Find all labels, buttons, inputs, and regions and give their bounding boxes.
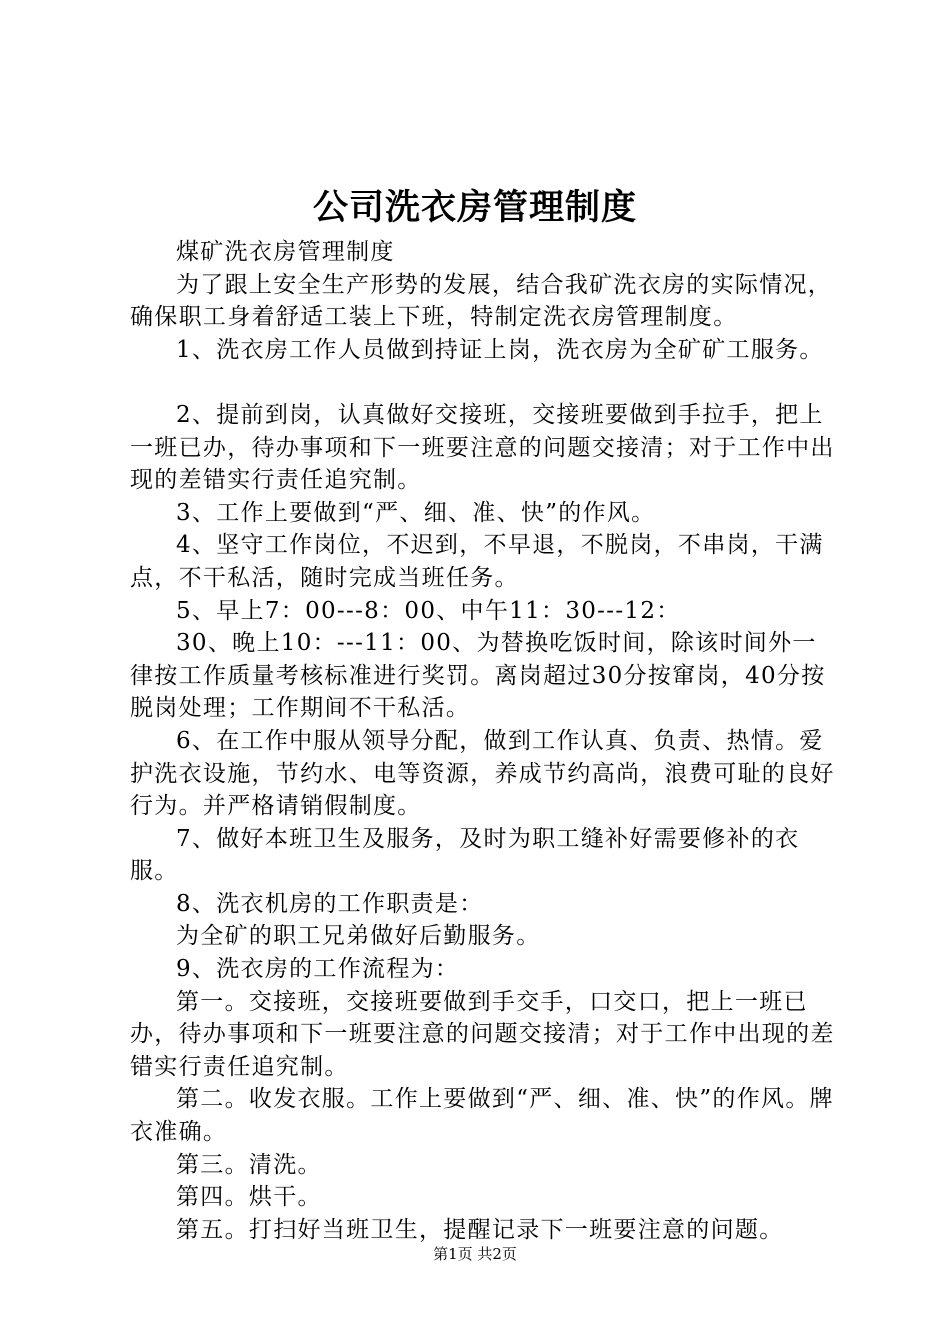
paragraph-blank	[130, 366, 835, 399]
paragraph-step-1: 第一。交接班，交接班要做到手交手，口交口，把上一班已办，待办事项和下一班要注意的问题交接清；对于工作中出现的差错实行责任追究制。	[130, 988, 835, 1080]
paragraph-item-2: 2、提前到岗，认真做好交接班，交接班要做到手拉手，把上一班已办，待办事项和下一班要注意的问题交接清；对于工作中出现的差错实行责任追究制。	[130, 401, 835, 494]
document-title: 公司洗衣房管理制度	[312, 187, 637, 228]
paragraph-item-8: 8、洗衣机房的工作职责是：	[176, 890, 484, 917]
paragraph-item-4: 4、坚守工作岗位，不迟到，不早退，不脱岗，不串岗，干满点，不干私活，随时完成当班任务。	[130, 532, 824, 591]
paragraph-step-5: 第五。打扫好当班卫生，提醒记录下一班要注意的问题。	[176, 1216, 784, 1243]
paragraph-item-8-detail: 为全矿的职工兄弟做好后勤服务。	[176, 923, 541, 950]
paragraph-intro: 为了跟上安全生产形势的发展，结合我矿洗衣房的实际情况，确保职工身着舒适工装上下班，特制定洗衣房管理制度。	[130, 271, 833, 331]
paragraph-item-6: 6、在工作中服从领导分配，做到工作认真、负责、热情。爱护洗衣设施，节约水、电等资源，养成节约高尚，浪费可耻的良好行为。并严格请销假制度。	[130, 727, 835, 820]
paragraph-item-1: 1、洗衣房工作人员做到持证上岗，洗衣房为全矿矿工服务。	[176, 336, 824, 363]
paragraph-item-3: 3、工作上要做到“严、细、准、快”的作风。	[176, 499, 656, 526]
paragraph-step-3: 第三。清洗。	[176, 1151, 322, 1178]
paragraph-item-5: 5、早上7：00---8：00、中午11：30---12：	[176, 597, 681, 624]
paragraph-item-7: 7、做好本班卫生及服务，及时为职工缝补好需要修补的衣服。	[130, 825, 800, 885]
paragraph-step-4: 第四。烘干。	[176, 1184, 322, 1211]
paragraph-item-5-cont: 30、晚上10：---11：00、为替换吃饭时间，除该时间外一律按工作质量考核标准进行奖罚。离岗超过30分按窜岗，40分按脱岗处理；工作期间不干私活。	[130, 630, 826, 722]
paragraph-item-9: 9、洗衣房的工作流程为：	[176, 956, 460, 983]
paragraph-step-2: 第二。收发衣服。工作上要做到“严、细、准、快”的作风。牌衣准确。	[130, 1086, 834, 1146]
document-body	[130, 236, 835, 1246]
paragraph-subtitle: 煤矿洗衣房管理制度	[176, 239, 395, 265]
page-number-footer: 第1页 共2页	[433, 1245, 517, 1263]
